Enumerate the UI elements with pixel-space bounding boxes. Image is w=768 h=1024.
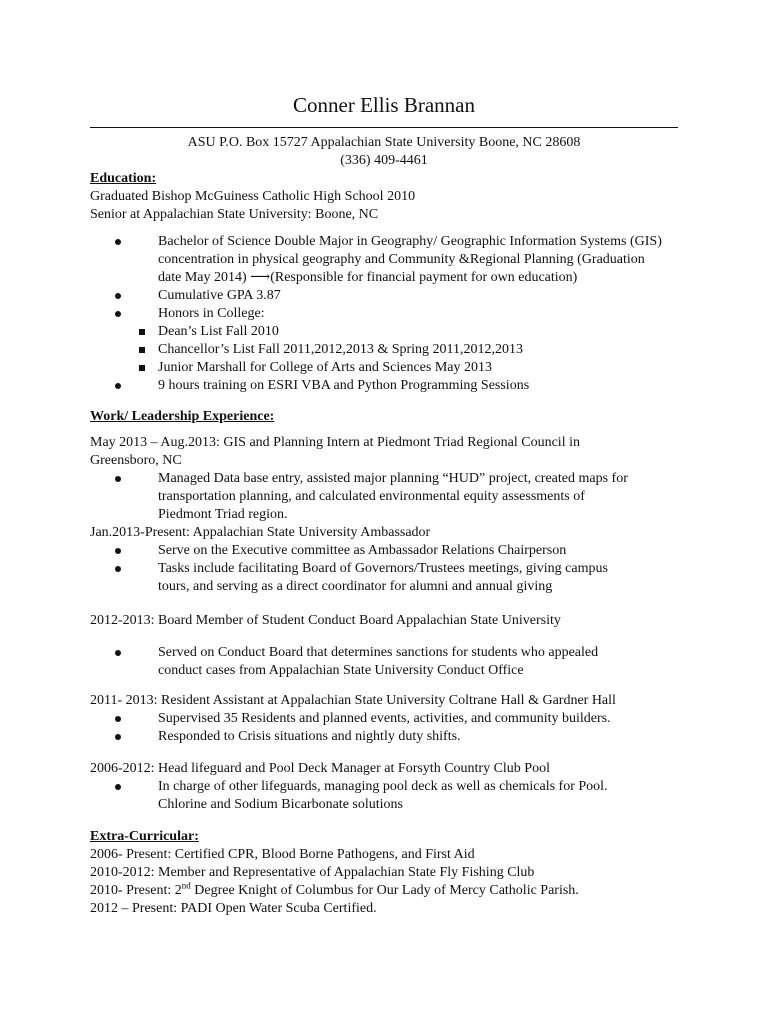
list-item xyxy=(90,542,690,560)
bullet-text: Chlorine and Sodium Bicarbonate solutions xyxy=(158,797,403,812)
conduct-bullets xyxy=(90,644,690,680)
contact-address: ASU P.O. Box 15727 Appalachian State University Boone, NC 28608 xyxy=(187,135,581,150)
list-item xyxy=(90,560,690,596)
bullet-icon xyxy=(115,548,121,554)
intern-entry xyxy=(90,434,690,596)
ra-entry xyxy=(90,692,690,746)
conduct-entry xyxy=(90,612,690,630)
extra-heading: Extra-Curricular: xyxy=(90,829,199,844)
bullet-text: Supervised 35 Residents and planned events, activities, and community builders. xyxy=(158,711,611,726)
education-heading: Education: xyxy=(90,171,157,186)
resume-name: Conner Ellis Brannan xyxy=(293,93,475,117)
ordinal-suffix: nd xyxy=(181,880,191,891)
entry-title: Greensboro, NC xyxy=(90,453,182,468)
bullet-icon xyxy=(115,566,121,572)
honor-item: Chancellor’s List Fall 2011,2012,2013 & Spring 2011,2012,2013 xyxy=(158,342,524,357)
education-line: Graduated Bishop McGuiness Catholic High School 2010 xyxy=(90,189,416,204)
list-item xyxy=(90,233,690,287)
extra-section xyxy=(90,828,690,918)
entry-title: May 2013 – Aug.2013: GIS and Planning Intern at Piedmont Triad Regional Council in xyxy=(90,435,580,450)
honor-item: Dean’s List Fall 2010 xyxy=(158,324,279,339)
bullet-icon xyxy=(115,293,121,299)
bullet-text: tours, and serving as a direct coordinator for alumni and annual giving xyxy=(158,579,553,594)
list-item xyxy=(90,644,690,680)
list-item xyxy=(90,341,690,359)
honor-item: Junior Marshall for College of Arts and Sciences May 2013 xyxy=(158,360,492,375)
bullet-text: In charge of other lifeguards, managing pool deck as well as chemicals for Pool. xyxy=(158,779,608,794)
list-item xyxy=(90,323,690,341)
entry-title: 2006-2012: Head lifeguard and Pool Deck Manager at Forsyth Country Club Pool xyxy=(90,761,550,776)
list-item xyxy=(90,305,690,323)
bullet-icon xyxy=(115,734,121,740)
extra-line: 2012 – Present: PADI Open Water Scuba Certified. xyxy=(90,901,377,916)
list-item xyxy=(90,377,690,395)
entry-title: 2012-2013: Board Member of Student Conduct Board Appalachian State University xyxy=(90,613,561,628)
bullet-icon xyxy=(115,650,121,656)
bullet-text: Managed Data base entry, assisted major planning “HUD” project, created maps for xyxy=(158,471,628,486)
square-bullet-icon xyxy=(139,347,145,353)
lifeguard-entry xyxy=(90,760,690,814)
bullet-text: conduct cases from Appalachian State University Conduct Office xyxy=(158,663,524,678)
education-line: Senior at Appalachian State University: Boone, NC xyxy=(90,207,379,222)
bullet-icon xyxy=(115,311,121,317)
education-section xyxy=(90,170,690,224)
list-item xyxy=(90,728,690,746)
bullet-icon xyxy=(115,716,121,722)
bullet-text: Piedmont Triad region. xyxy=(158,507,288,522)
extra-line: 2010-2012: Member and Representative of Appalachian State Fly Fishing Club xyxy=(90,865,535,880)
work-heading: Work/ Leadership Experience: xyxy=(90,409,275,424)
bullet-text: Responded to Crisis situations and nightly duty shifts. xyxy=(158,729,461,744)
extra-line-text: Degree Knight of Columbus for Our Lady of Mercy Catholic Parish. xyxy=(190,883,579,898)
list-item xyxy=(90,778,690,814)
square-bullet-icon xyxy=(139,329,145,335)
degree-line: concentration in physical geography and Community &Regional Planning (Graduation xyxy=(158,252,645,267)
bullet-icon xyxy=(115,476,121,482)
square-bullet-icon xyxy=(139,365,145,371)
list-item xyxy=(90,287,690,305)
gpa-text: Cumulative GPA 3.87 xyxy=(158,288,281,303)
bullet-icon xyxy=(115,239,121,245)
bullet-text: Served on Conduct Board that determines sanctions for students who appealed xyxy=(158,645,599,660)
contact-block xyxy=(0,134,768,170)
training-text: 9 hours training on ESRI VBA and Python Programming Sessions xyxy=(158,378,530,393)
honors-label: Honors in College: xyxy=(158,306,265,321)
header-divider xyxy=(90,127,678,128)
bullet-text: Serve on the Executive committee as Ambassador Relations Chairperson xyxy=(158,543,567,558)
degree-line: Bachelor of Science Double Major in Geography/ Geographic Information Systems (GIS) xyxy=(158,234,662,249)
bullet-icon xyxy=(115,784,121,790)
bullet-icon xyxy=(115,383,121,389)
list-item xyxy=(90,470,690,524)
extra-line xyxy=(90,882,690,900)
extra-line-text: 2010- Present: 2 xyxy=(90,883,182,898)
bullet-text: transportation planning, and calculated environmental equity assessments of xyxy=(158,489,585,504)
contact-phone: (336) 409-4461 xyxy=(340,153,428,168)
list-item xyxy=(90,359,690,377)
extra-line: 2006- Present: Certified CPR, Blood Borne Pathogens, and First Aid xyxy=(90,847,475,862)
entry-title: 2011- 2013: Resident Assistant at Appalachian State University Coltrane Hall & Gardner Hall xyxy=(90,693,616,708)
work-section xyxy=(90,408,690,426)
education-bullets xyxy=(90,233,690,395)
list-item xyxy=(90,710,690,728)
bullet-text: Tasks include facilitating Board of Governors/Trustees meetings, giving campus xyxy=(158,561,608,576)
degree-line: date May 2014) ⟶(Responsible for financial payment for own education) xyxy=(158,270,578,285)
entry-title: Jan.2013-Present: Appalachian State University Ambassador xyxy=(90,525,431,540)
